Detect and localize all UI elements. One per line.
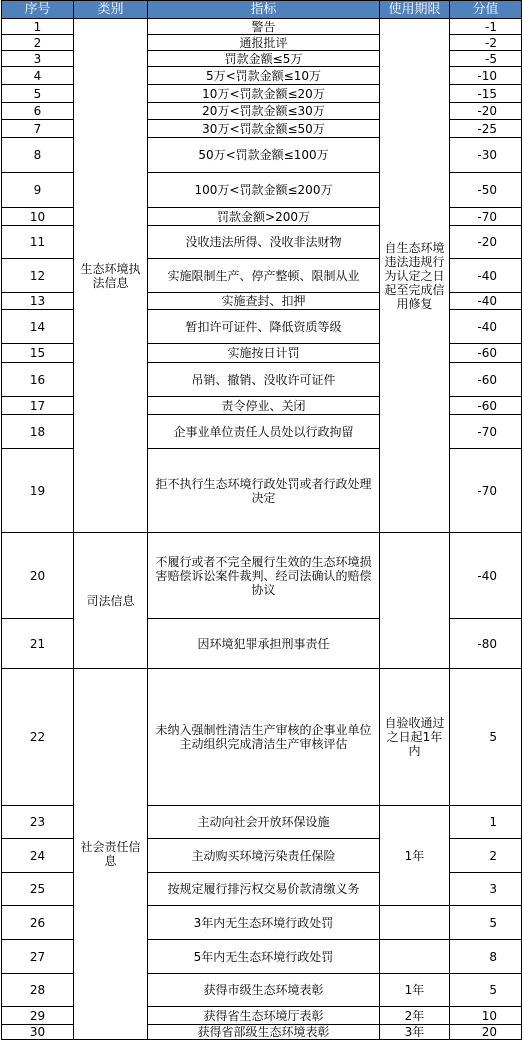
row-no: 8	[2, 138, 74, 173]
row-score: -25	[450, 120, 522, 138]
row-score: -40	[450, 533, 522, 619]
row-no: 29	[2, 1007, 74, 1025]
row-score: -60	[450, 397, 522, 415]
row-score: 10	[450, 1007, 522, 1025]
row-no: 27	[2, 940, 74, 974]
row-indicator: 50万<罚款金额≤100万	[148, 138, 380, 173]
row-score: -20	[450, 226, 522, 259]
header-score: 分值	[450, 1, 522, 19]
header-period: 使用期限	[380, 1, 450, 19]
row-score: -70	[450, 415, 522, 449]
row-score: -30	[450, 138, 522, 173]
row-no: 11	[2, 226, 74, 259]
row-no: 22	[2, 669, 74, 806]
period-enforcement: 自生态环境违法违规行为认定之日起至完成信用修复	[380, 19, 450, 533]
row-indicator: 3年内无生态环境行政处罚	[148, 906, 380, 940]
row-indicator: 按规定履行排污权交易价款清缴义务	[148, 873, 380, 906]
row-indicator: 实施限制生产、停产整顿、限制从业	[148, 259, 380, 293]
table-row	[2, 669, 522, 806]
row-no: 26	[2, 906, 74, 940]
row-no: 7	[2, 120, 74, 138]
row-score: 8	[450, 940, 522, 974]
row-indicator: 20万<罚款金额≤30万	[148, 103, 380, 120]
row-score: -40	[450, 259, 522, 293]
row-indicator: 责令停业、关闭	[148, 397, 380, 415]
header-row	[2, 1, 522, 19]
row-score: -50	[450, 173, 522, 208]
row-indicator: 实施查封、扣押	[148, 293, 380, 310]
row-score: -60	[450, 363, 522, 397]
row-no: 16	[2, 363, 74, 397]
row-indicator: 未纳入强制性清洁生产审核的企事业单位主动组织完成清洁生产审核评估	[148, 669, 380, 806]
row-no: 6	[2, 103, 74, 120]
row-score: -70	[450, 449, 522, 533]
row-no: 10	[2, 208, 74, 226]
period-one-year-a: 1年	[380, 806, 450, 906]
row-score: 3	[450, 873, 522, 906]
row-indicator: 主动购买环境污染责任保险	[148, 839, 380, 873]
row-no: 4	[2, 67, 74, 85]
row-score: -1	[450, 19, 522, 35]
row-score: -2	[450, 35, 522, 51]
row-score: -40	[450, 293, 522, 310]
row-indicator: 10万<罚款金额≤20万	[148, 85, 380, 103]
row-score: 5	[450, 906, 522, 940]
row-score: 20	[450, 1025, 522, 1040]
row-indicator: 获得省部级生态环境表彰	[148, 1025, 380, 1040]
row-indicator: 获得市级生态环境表彰	[148, 974, 380, 1007]
row-no: 14	[2, 310, 74, 344]
period-cleaner-production: 自验收通过之日起1年内	[380, 669, 450, 806]
row-no: 15	[2, 344, 74, 363]
row-indicator: 拒不执行生态环境行政处罚或者行政处理决定	[148, 449, 380, 533]
period-two-years: 2年	[380, 1007, 450, 1025]
row-score: -10	[450, 67, 522, 85]
row-indicator: 罚款金额>200万	[148, 208, 380, 226]
row-score: -15	[450, 85, 522, 103]
row-indicator: 实施按日计罚	[148, 344, 380, 363]
row-no: 21	[2, 619, 74, 669]
row-no: 25	[2, 873, 74, 906]
row-score: -60	[450, 344, 522, 363]
row-indicator: 通报批评	[148, 35, 380, 51]
category-social: 社会责任信息	[74, 669, 148, 1040]
header-indicator: 指标	[148, 1, 380, 19]
row-no: 1	[2, 19, 74, 35]
row-score: -80	[450, 619, 522, 669]
row-indicator: 5万<罚款金额≤10万	[148, 67, 380, 85]
credit-score-table	[1, 0, 522, 1040]
row-no: 28	[2, 974, 74, 1007]
period-three-years: 3年	[380, 1025, 450, 1040]
period-empty	[380, 940, 450, 974]
row-indicator: 暂扣许可证件、降低资质等级	[148, 310, 380, 344]
table-row	[2, 19, 522, 35]
row-indicator: 警告	[148, 19, 380, 35]
row-no: 17	[2, 397, 74, 415]
row-score: 1	[450, 806, 522, 839]
row-indicator: 获得省生态环境厅表彰	[148, 1007, 380, 1025]
row-indicator: 100万<罚款金额≤200万	[148, 173, 380, 208]
row-indicator: 30万<罚款金额≤50万	[148, 120, 380, 138]
row-no: 20	[2, 533, 74, 619]
period-one-year-b: 1年	[380, 974, 450, 1007]
category-enforcement: 生态环境执法信息	[74, 19, 148, 533]
row-indicator: 因环境犯罪承担刑事责任	[148, 619, 380, 669]
row-indicator: 企事业单位责任人员处以行政拘留	[148, 415, 380, 449]
row-indicator: 5年内无生态环境行政处罚	[148, 940, 380, 974]
period-judicial-empty	[380, 533, 450, 669]
row-indicator: 没收违法所得、没收非法财物	[148, 226, 380, 259]
table-row	[2, 533, 522, 619]
row-score: -70	[450, 208, 522, 226]
row-indicator: 罚款金额≤5万	[148, 51, 380, 67]
row-no: 5	[2, 85, 74, 103]
row-no: 24	[2, 839, 74, 873]
row-no: 19	[2, 449, 74, 533]
row-indicator: 不履行或者不完全履行生效的生态环境损害赔偿诉讼案件裁判、经司法确认的赔偿协议	[148, 533, 380, 619]
row-no: 30	[2, 1025, 74, 1040]
row-score: -20	[450, 103, 522, 120]
row-score: -5	[450, 51, 522, 67]
row-no: 12	[2, 259, 74, 293]
header-category: 类别	[74, 1, 148, 19]
row-score: 2	[450, 839, 522, 873]
row-no: 13	[2, 293, 74, 310]
row-score: -40	[450, 310, 522, 344]
category-judicial: 司法信息	[74, 533, 148, 669]
header-no: 序号	[2, 1, 74, 19]
row-score: 5	[450, 974, 522, 1007]
row-no: 3	[2, 51, 74, 67]
row-no: 2	[2, 35, 74, 51]
row-no: 18	[2, 415, 74, 449]
row-indicator: 吊销、撤销、没收许可证件	[148, 363, 380, 397]
row-score: 5	[450, 669, 522, 806]
row-no: 23	[2, 806, 74, 839]
row-no: 9	[2, 173, 74, 208]
period-empty	[380, 906, 450, 940]
row-indicator: 主动向社会开放环保设施	[148, 806, 380, 839]
